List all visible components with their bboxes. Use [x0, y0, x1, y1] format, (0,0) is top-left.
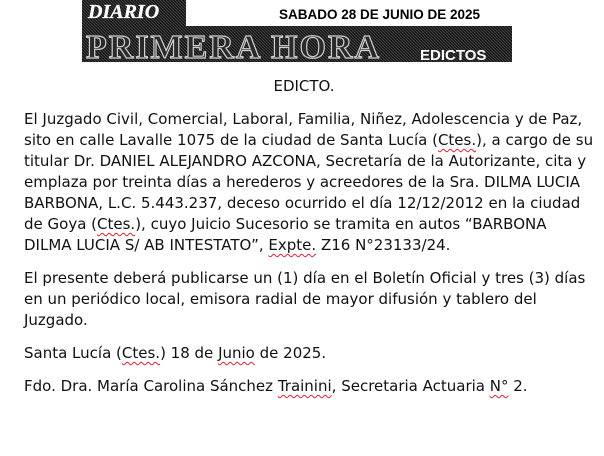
text-line: titular Dr. DANIEL ALEJANDRO AZCONA, Secretaría de la Autorizante, cita y [24, 152, 587, 170]
logo-main-text: PRIMERA HORA [86, 29, 382, 62]
newspaper-masthead [82, 0, 512, 62]
spellcheck-word: Expte. [268, 236, 317, 254]
logo-top-text: DIARIO [88, 1, 160, 23]
text-line [24, 376, 584, 397]
text-line: El Juzgado Civil, Comercial, Laboral, Familia, Niñez, Adolescencia y de Paz, [24, 110, 583, 128]
text-line [24, 214, 584, 235]
text-run: de Goya ( [24, 215, 98, 233]
spellcheck-word: Ctes. [97, 215, 136, 233]
text-run: , Secretaria Actuaria [331, 377, 490, 395]
text-line: emplaza por treinta días a herederos y acreedores de la Sra. DILMA LUCIA [24, 173, 581, 191]
section-tag: EDICTOS [420, 47, 487, 62]
spellcheck-word: Trainini [277, 377, 332, 395]
text-run: ), a cargo de su [476, 131, 594, 149]
text-line: BARBONA, L.C. 5.443.237, deceso ocurrido el día 12/12/2012 en la ciudad [24, 194, 581, 212]
signature-line [24, 376, 584, 397]
spellcheck-word: Ctes. [437, 131, 477, 149]
text-line [24, 130, 594, 151]
text-line [24, 235, 584, 256]
text-run: Santa Lucía ( [24, 344, 122, 362]
text-run: ) 18 de [160, 344, 219, 362]
text-run: Z16 N°23133/24. [316, 236, 451, 254]
text-run: ), cuyo Juicio Sucesorio se tramita en autos “BARBONA [135, 215, 547, 233]
text-line: Juzgado. [24, 311, 88, 329]
text-run: DILMA LUCIA S/ AB INTESTATO”, [24, 236, 269, 254]
paragraph-1 [24, 109, 594, 256]
text-run: sito en calle Lavalle 1075 de la ciudad de Santa Lucía ( [24, 131, 438, 149]
doc-title: EDICTO. [273, 77, 335, 95]
text-line [24, 343, 584, 364]
text-line: en un periódico local, emisora radial de mayor difusión y tablero del [24, 290, 537, 308]
text-line: El presente deberá publicarse un (1) día en el Boletín Oficial y tres (3) días [24, 269, 586, 287]
text-run: Fdo. Dra. María Carolina Sánchez [24, 377, 278, 395]
text-run: 2. [508, 377, 528, 395]
issue-date: SABADO 28 DE JUNIO DE 2025 [279, 7, 481, 22]
text-run: de 2025. [254, 344, 327, 362]
date-place-line [24, 343, 584, 364]
edict-document [24, 72, 594, 409]
spellcheck-word: Ctes. [121, 344, 161, 362]
spellcheck-word: N° [489, 377, 509, 395]
spellcheck-word: Junio [218, 344, 255, 362]
paragraph-2 [24, 268, 584, 331]
